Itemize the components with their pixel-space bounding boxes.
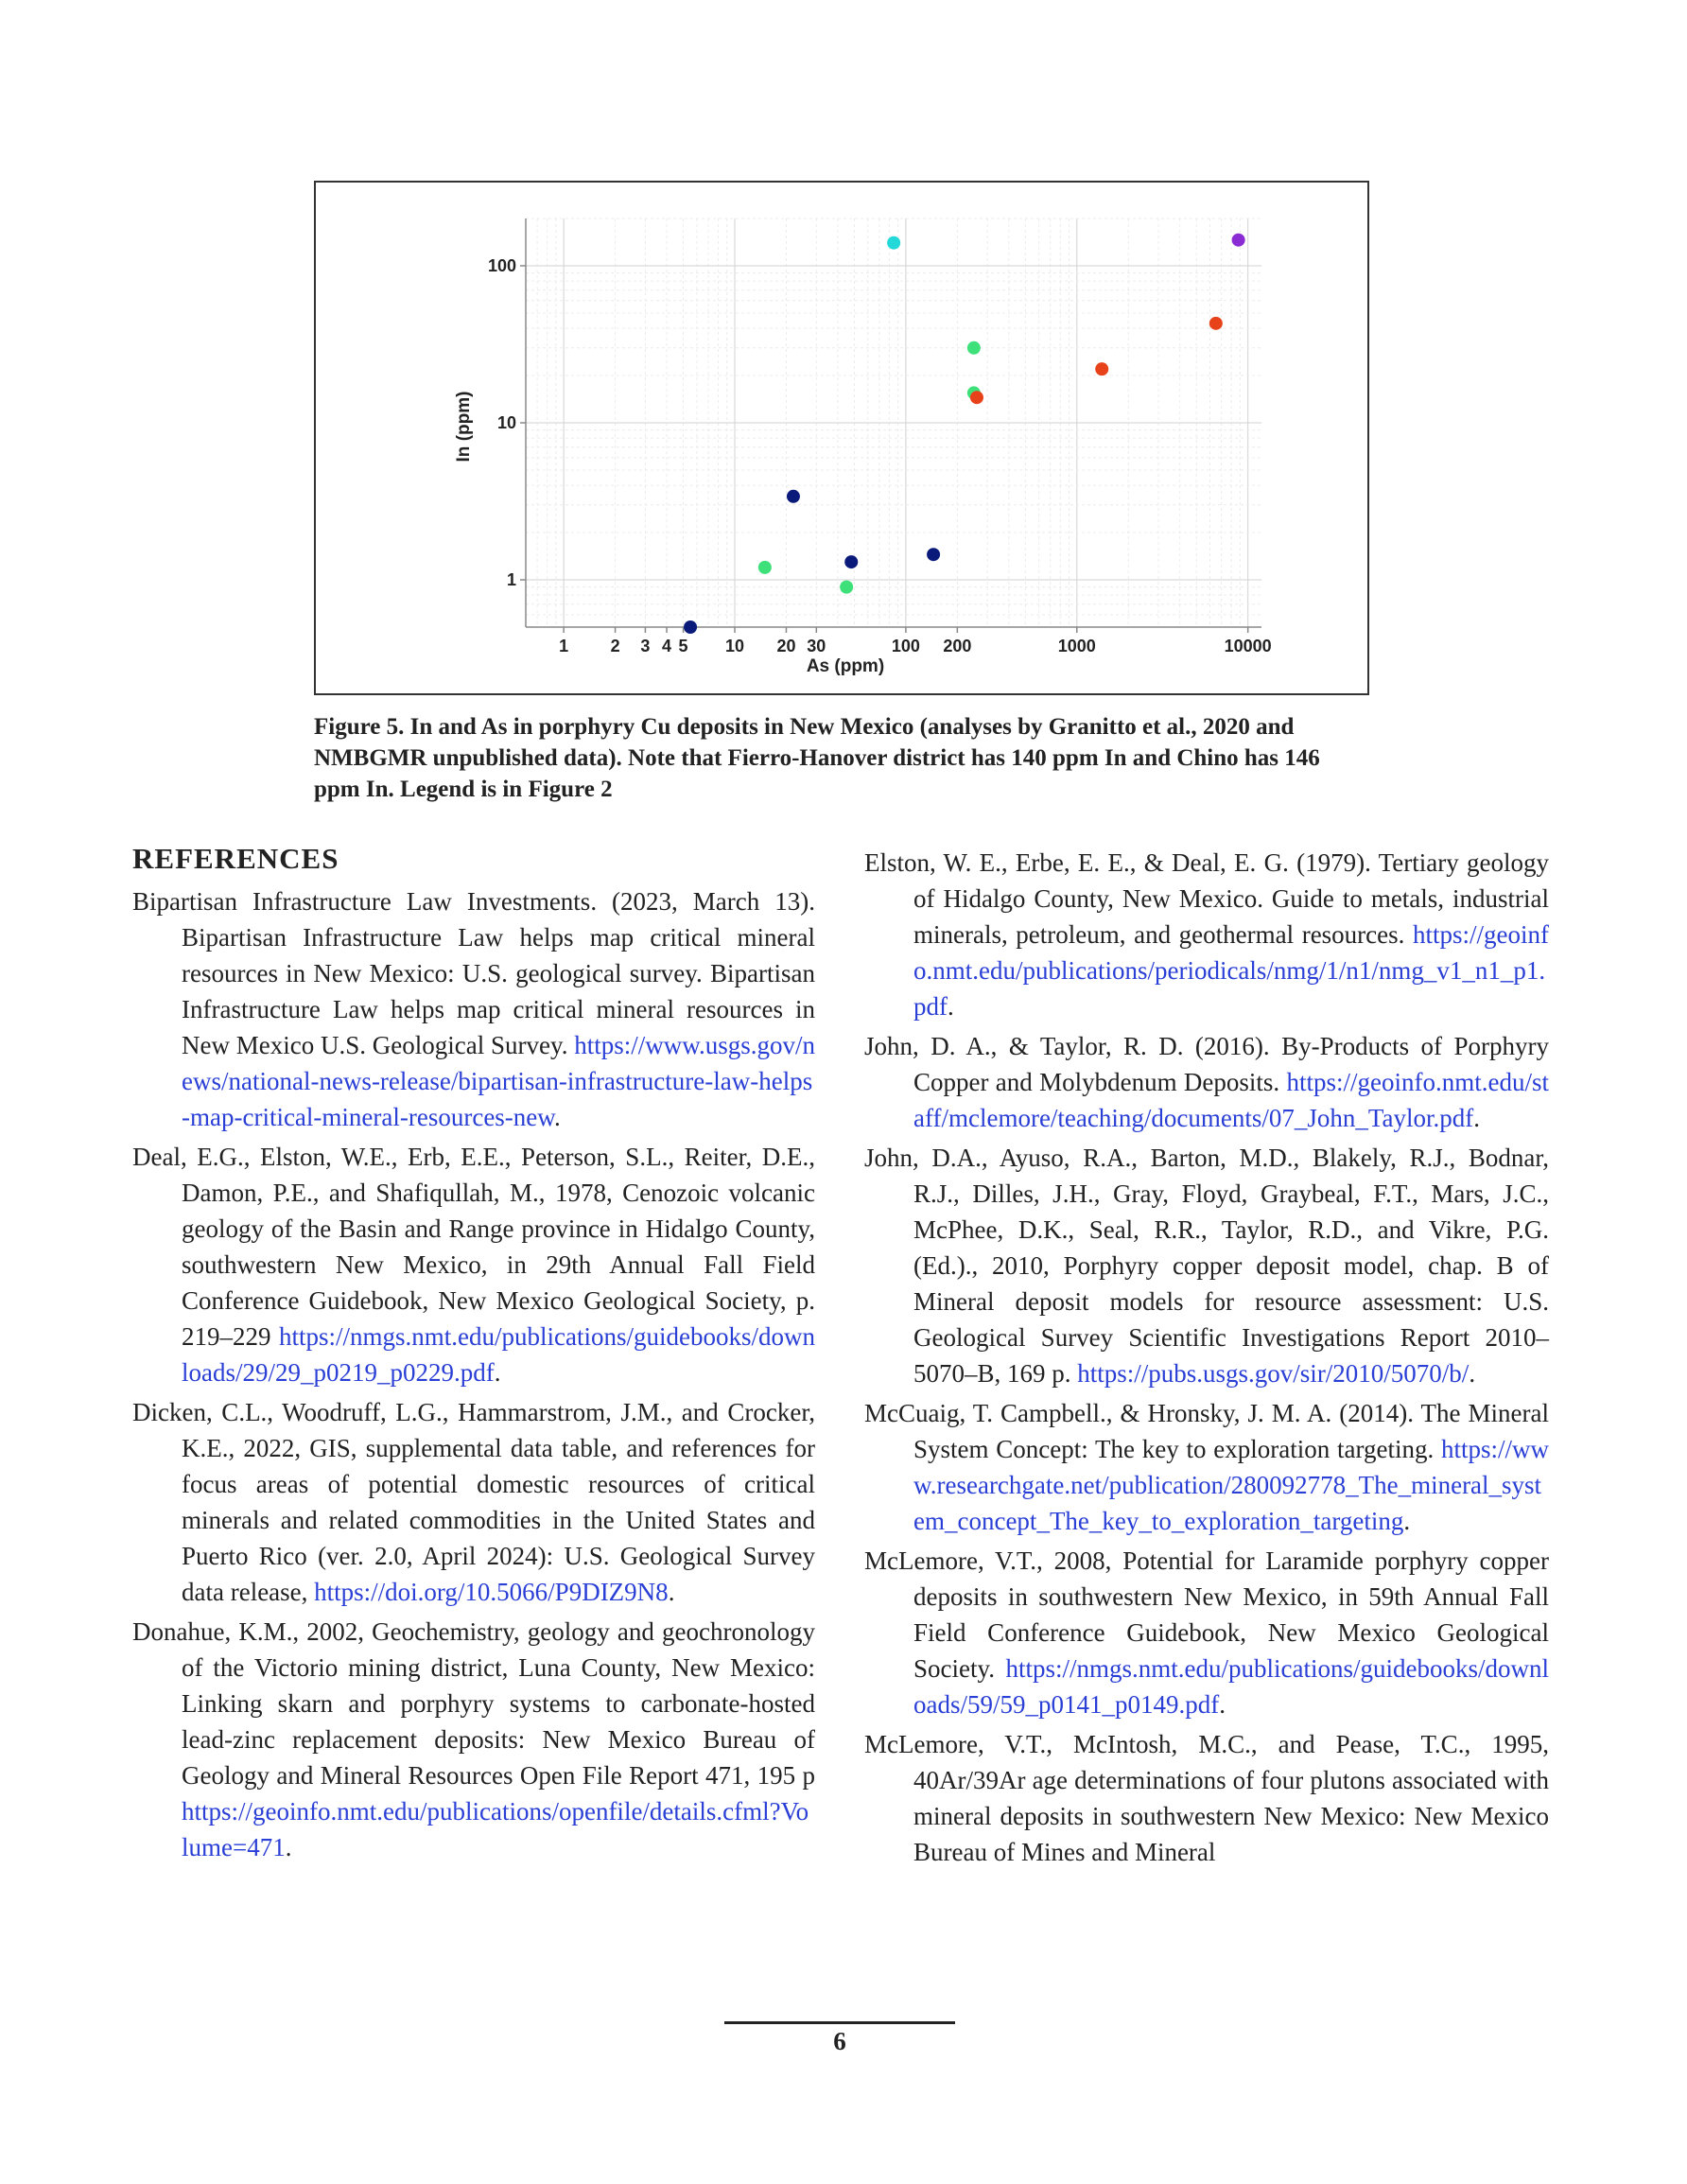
reference-list-right xyxy=(864,845,1549,1870)
reference-entry xyxy=(132,883,815,1135)
reference-text: Dicken, C.L., Woodruff, L.G., Hammarstrom, J.M., and Crocker, K.E., 2022, GIS, supplemental data table, and references for focus areas of potential domestic resources of critical minerals and related commodities in the United States and Puerto Rico (ver. 2.0, April 2024): U.S. Geological Survey data release, xyxy=(132,1398,815,1606)
in-vs-as-scatter-chart xyxy=(316,183,1367,693)
reference-punctuation: . xyxy=(1403,1507,1411,1535)
data-point xyxy=(927,548,940,561)
reference-entry xyxy=(864,1395,1549,1539)
figure-caption: Figure 5. In and As in porphyry Cu deposits in New Mexico (analyses by Granitto et al., 2020 and NMBGMR unpublished data). Note that Fierro-Hanover district has 140 ppm In and Chino has 146 ppm In. Legend is in Figure 2 xyxy=(314,714,1320,802)
data-point xyxy=(1209,317,1223,330)
data-point xyxy=(970,391,983,404)
data-point xyxy=(967,341,981,355)
reference-entry xyxy=(864,845,1549,1024)
reference-link[interactable]: https://geoinfo.nmt.edu/staff/mclemore/teaching/documents/07_John_Taylor.pdf xyxy=(913,1068,1549,1132)
x-tick-label: 2 xyxy=(610,637,620,655)
data-point xyxy=(787,490,800,503)
data-point xyxy=(844,555,858,568)
y-tick-label: 10 xyxy=(496,413,516,432)
x-tick-label: 1000 xyxy=(1057,637,1096,655)
reference-text: McCuaig, T. Campbell., & Hronsky, J. M. A. (2014). The Mineral System Concept: The key to exploration targeting. xyxy=(864,1399,1549,1463)
reference-punctuation: . xyxy=(1219,1690,1226,1719)
chart-points xyxy=(684,234,1245,634)
reference-text: John, D. A., & Taylor, R. D. (2016). By-Products of Porphyry Copper and Molybdenum Deposits. xyxy=(864,1032,1549,1096)
references-right-column xyxy=(864,845,1549,1874)
reference-text: Donahue, K.M., 2002, Geochemistry, geology and geochronology of the Victorio mining district, Luna County, New Mexico: Linking skarn and porphyry systems to carbonate-hosted lead-zinc replacement deposits: New Mexico Bureau of Geology and Mineral Resources Open File Report 471, 195 p xyxy=(132,1617,815,1790)
reference-text: McLemore, V.T., 2008, Potential for Laramide porphyry copper deposits in southwestern New Mexico, in 59th Annual Fall Field Conference Guidebook, New Mexico Geological Society. xyxy=(864,1546,1549,1683)
x-tick-label: 30 xyxy=(807,637,826,655)
reference-link[interactable]: https://doi.org/10.5066/P9DIZ9N8 xyxy=(314,1578,669,1606)
reference-punctuation: . xyxy=(285,1833,292,1861)
reference-link[interactable]: https://www.usgs.gov/news/national-news-release/bipartisan-infrastructure-law-helps-map-critical-mineral-resources-new xyxy=(182,1031,815,1131)
reference-entry xyxy=(132,1614,815,1865)
reference-link[interactable]: https://nmgs.nmt.edu/publications/guidebooks/downloads/59/59_p0141_p0149.pdf xyxy=(913,1654,1549,1719)
reference-text: Deal, E.G., Elston, W.E., Erb, E.E., Peterson, S.L., Reiter, D.E., Damon, P.E., and Shafiqullah, M., 1978, Cenozoic volcanic geology of the Basin and Range province in Hidalgo County, southwestern New Mexico, in 29th Annual Fall Field Conference Guidebook, New Mexico Geological Society, p. 219–229 xyxy=(132,1143,815,1351)
data-point xyxy=(1232,234,1245,247)
x-axis-label: As (ppm) xyxy=(806,656,885,676)
reference-text: John, D.A., Ayuso, R.A., Barton, M.D., Blakely, R.J., Bodnar, R.J., Dilles, J.H., Gray, Floyd, Graybeal, F.T., Mars, J.C., McPhee, D.K., Seal, R.R., Taylor, R.D., and Vikre, P.G. (Ed.)., 2010, Porphyry copper deposit model, chap. B of Mineral deposit models for resource assessment: U.S. Geological Survey Scientific Investigations Report 2010–5070–B, 169 p. xyxy=(864,1144,1549,1388)
y-tick-label: 100 xyxy=(487,255,516,275)
reference-punctuation: . xyxy=(554,1103,561,1131)
reference-punctuation: . xyxy=(668,1578,675,1606)
reference-entry xyxy=(864,1543,1549,1722)
reference-entry xyxy=(132,1139,815,1390)
page-number: 6 xyxy=(833,2027,846,2055)
data-point xyxy=(684,620,697,634)
reference-text: Bipartisan Infrastructure Law Investments. (2023, March 13). Bipartisan Infrastructure Law helps map critical mineral resources in New Mexico: U.S. geological survey. Bipartisan Infrastructure Law helps map critical mineral resources in New Mexico U.S. Geological Survey. xyxy=(132,887,815,1059)
x-tick-label: 10000 xyxy=(1224,637,1272,655)
x-tick-label: 5 xyxy=(678,637,688,655)
reference-list-left xyxy=(132,883,815,1865)
reference-punctuation: . xyxy=(494,1358,501,1387)
data-point xyxy=(887,236,900,250)
data-point xyxy=(840,581,853,594)
data-point xyxy=(1095,362,1108,376)
y-tick-label: 1 xyxy=(506,570,516,590)
reference-entry xyxy=(132,1394,815,1610)
x-tick-label: 100 xyxy=(891,637,920,655)
data-point xyxy=(758,561,772,574)
reference-punctuation: . xyxy=(1469,1359,1476,1388)
x-tick-label: 200 xyxy=(943,637,972,655)
reference-punctuation: . xyxy=(1473,1104,1480,1132)
reference-text: McLemore, V.T., McIntosh, M.C., and Pease, T.C., 1995, 40Ar/39Ar age determinations of four plutons associated with mineral deposits in southwestern New Mexico: New Mexico Bureau of Mines and Mineral xyxy=(864,1730,1549,1866)
x-tick-label: 10 xyxy=(725,637,745,655)
reference-text: Elston, W. E., Erbe, E. E., & Deal, E. G. (1979). Tertiary geology of Hidalgo County, New Mexico. Guide to metals, industrial minerals, petroleum, and geothermal resources. xyxy=(864,848,1549,949)
x-tick-label: 1 xyxy=(559,637,569,655)
x-tick-label: 20 xyxy=(776,637,796,655)
reference-link[interactable]: https://www.researchgate.net/publication/280092778_The_mineral_system_concept_The_key_to_exploration_targeting xyxy=(913,1435,1549,1535)
references-left-column xyxy=(132,840,815,1869)
reference-entry xyxy=(864,1140,1549,1391)
figure-5 xyxy=(314,181,1369,695)
reference-link[interactable]: https://geoinfo.nmt.edu/publications/openfile/details.cfml?Volume=471 xyxy=(182,1797,809,1861)
x-tick-label: 4 xyxy=(662,637,672,655)
reference-link[interactable]: https://pubs.usgs.gov/sir/2010/5070/b/ xyxy=(1077,1359,1470,1388)
reference-punctuation: . xyxy=(948,992,954,1021)
references-heading: REFERENCES xyxy=(132,842,339,875)
footer-rule xyxy=(724,2021,955,2024)
reference-entry xyxy=(864,1726,1549,1870)
y-axis-label: In (ppm) xyxy=(454,391,474,463)
reference-link[interactable]: https://nmgs.nmt.edu/publications/guidebooks/downloads/29/29_p0219_p0229.pdf xyxy=(182,1322,815,1387)
chart-grid xyxy=(526,218,1261,627)
reference-entry xyxy=(864,1028,1549,1136)
reference-link[interactable]: https://geoinfo.nmt.edu/publications/periodicals/nmg/1/n1/nmg_v1_n1_p1.pdf xyxy=(913,920,1549,1021)
x-tick-label: 3 xyxy=(640,637,651,655)
